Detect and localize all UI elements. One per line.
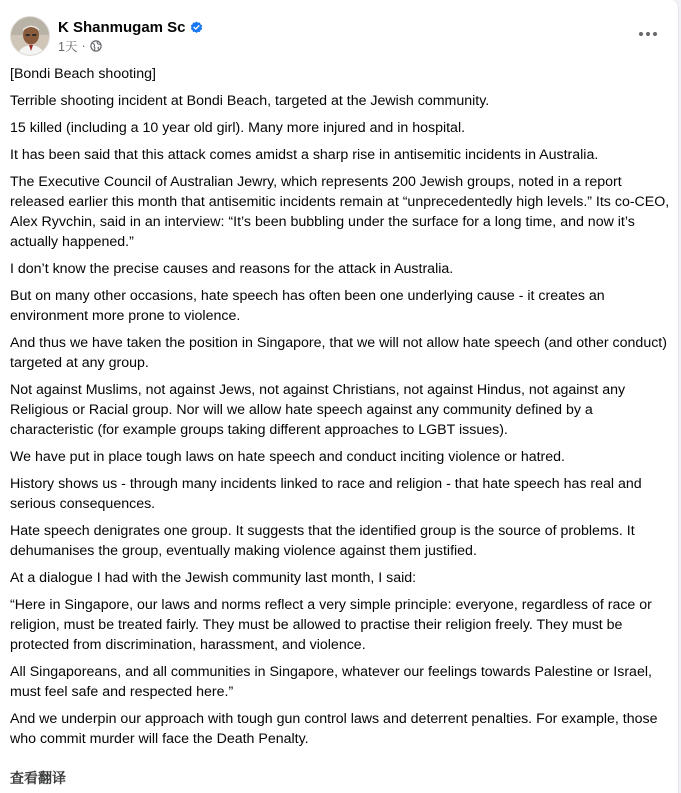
post-paragraph: “Here in Singapore, our laws and norms reflect a very simple principle: everyone, regardless of race or religion, must be treated fairly. They must be allowed to practise their religion freely. They must be protected from discrimination, harassment, and violence. — [10, 597, 652, 653]
post-paragraph: History shows us - through many incidents linked to race and religion - that hate speech has real and serious consequences. — [10, 476, 642, 512]
post-paragraph: But on many other occasions, hate speech has often been one underlying cause - it creates an environment more prone to violence. — [10, 288, 605, 324]
post-paragraph: And we underpin our approach with tough gun control laws and deterrent penalties. For example, those who commit murder will face the Death Penalty. — [10, 711, 658, 747]
post-header — [0, 0, 679, 62]
post-paragraph: [Bondi Beach shooting] — [10, 66, 156, 82]
author-avatar[interactable] — [10, 16, 50, 56]
post-paragraph: All Singaporeans, and all communities in Singapore, whatever our feelings towards Palestine or Israel, must feel safe and respected here.” — [10, 664, 652, 700]
post-paragraph: It has been said that this attack comes amidst a sharp rise in antisemitic incidents in Australia. — [10, 147, 599, 163]
post-paragraph: The Executive Council of Australian Jewry, which represents 200 Jewish groups, noted in a report released earlier this month that antisemitic incidents remain at “unprecedentedly high levels.” Its co-CEO, Alex Ryvchin, said in an interview: “It’s been bubbling under the surface for a long time, and now it’s actually happened.” — [10, 174, 670, 250]
globe-icon[interactable] — [90, 40, 102, 52]
verified-badge-icon — [190, 21, 203, 34]
post-meta — [58, 38, 102, 54]
post-paragraph: Terrible shooting incident at Bondi Beach, targeted at the Jewish community. — [10, 93, 490, 109]
see-translation-link[interactable] — [10, 768, 66, 788]
post-paragraph: Not against Muslims, not against Jews, not against Christians, not against Hindus, not against any Religious or Racial group. Nor will we allow hate speech against any community defined by a characteristic (for example groups taking different approaches to LGBT issues). — [10, 382, 626, 438]
meta-separator: · — [81, 39, 86, 53]
avatar-portrait — [11, 17, 50, 56]
post-paragraph: At a dialogue I had with the Jewish community last month, I said: — [10, 570, 417, 586]
post-body — [10, 64, 670, 756]
post-timestamp[interactable]: 1天 — [58, 40, 78, 54]
author-row — [58, 17, 203, 37]
post-paragraph: Hate speech denigrates one group. It suggests that the identified group is the source of problems. It dehumanises the group, eventually making violence against them justified. — [10, 523, 635, 559]
author-name[interactable]: K Shanmugam Sc — [58, 18, 186, 36]
post-paragraph: 15 killed (including a 10 year old girl). Many more injured and in hospital. — [10, 120, 466, 136]
post-paragraph: I don’t know the precise causes and reasons for the attack in Australia. — [10, 261, 454, 277]
post-paragraph: And thus we have taken the position in Singapore, that we will not allow hate speech (and other conduct) targeted at any group. — [10, 335, 667, 371]
post-paragraph: We have put in place tough laws on hate speech and conduct inciting violence or hatred. — [10, 449, 565, 465]
more-options-button[interactable] — [632, 20, 664, 48]
more-options-icon — [638, 31, 658, 37]
see-translation-label: 查看翻译 — [10, 770, 66, 786]
